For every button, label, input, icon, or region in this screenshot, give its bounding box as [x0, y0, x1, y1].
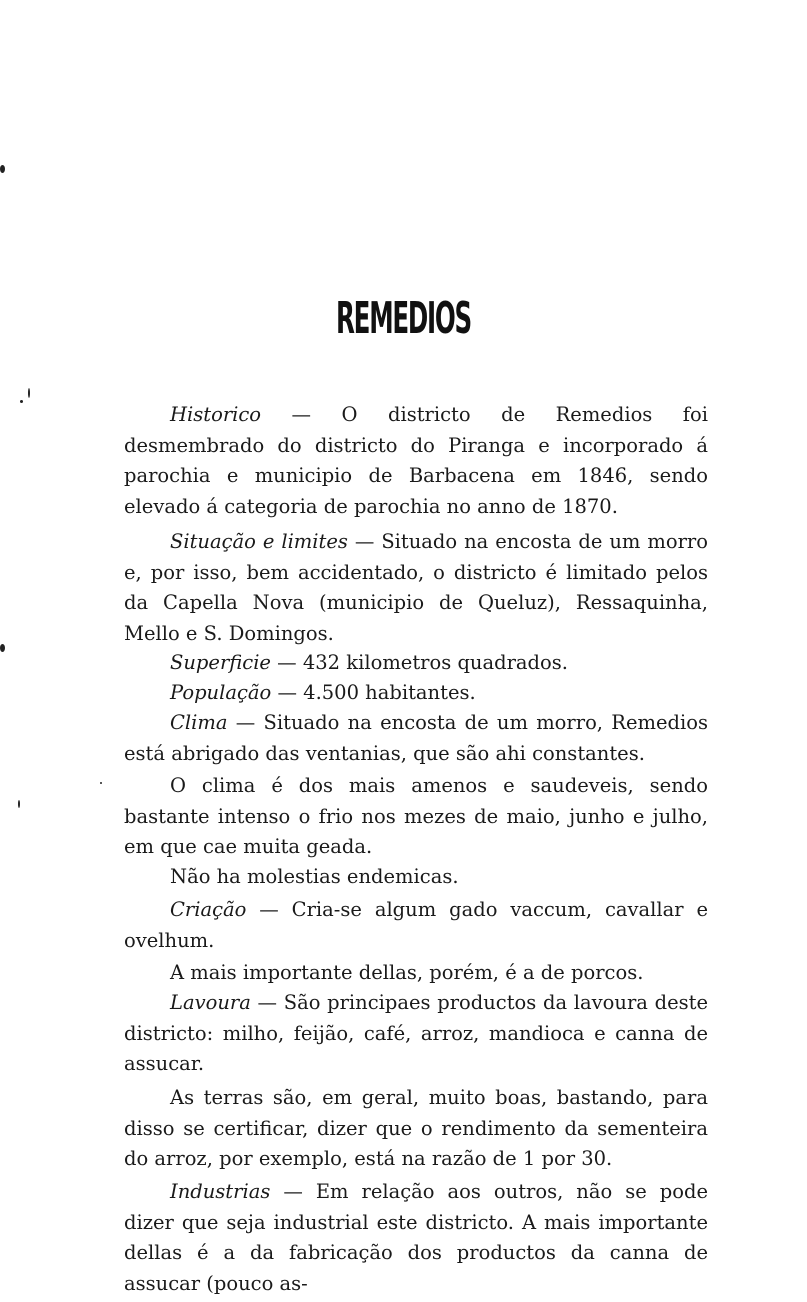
- paragraph-lead: Criação: [170, 898, 247, 921]
- paragraph-text: — Cria-se algum gado vaccum, cavallar e ovelhum.: [124, 898, 708, 952]
- paragraph-text: A mais importante dellas, porém, é a de porcos.: [170, 961, 644, 984]
- paragraph-clima: [124, 708, 708, 769]
- paragraph-criacao-2: [124, 958, 708, 989]
- paragraph-molestias: [124, 862, 708, 893]
- paragraph-text: — São principaes productos da lavoura deste districto: milho, feijão, café, arroz, mandioca e canna de assucar.: [124, 991, 708, 1075]
- scan-speck: [0, 644, 5, 652]
- paragraph-text: — Em relação aos outros, não se pode dizer que seja industrial este districto. A mais importante dellas é a da fabricação dos productos da canna de assucar (pouco as-: [124, 1180, 708, 1295]
- paragraph-lead: Historico: [170, 403, 262, 426]
- scan-speck: [100, 782, 102, 784]
- paragraph-text: — 432 kilometros quadrados.: [270, 651, 568, 674]
- paragraph-situacao: [124, 527, 708, 649]
- paragraph-lavoura: [124, 988, 708, 1080]
- paragraph-lead: Industrias: [170, 1180, 271, 1203]
- paragraph-text: — Situado na encosta de um morro e, por isso, bem accidentado, o districto é limitado pelos da Capella Nova (municipio de Queluz), Ressaquinha, Mello e S. Domingos.: [124, 530, 708, 645]
- paragraph-lead: População: [170, 681, 272, 704]
- paragraph-lead: Situação e limites: [170, 530, 348, 553]
- paragraph-text: — 4.500 habitantes.: [271, 681, 476, 704]
- paragraph-text: As terras são, em geral, muito boas, bastando, para disso se certificar, dizer que o rendimento da sementeira do arroz, por exemplo, está na razão de 1 por 30.: [124, 1086, 708, 1170]
- paragraph-text: O clima é dos mais amenos e saudeveis, sendo bastante intenso o frio nos mezes de maio, junho e julho, em que cae muita geada.: [124, 774, 708, 858]
- paragraph-superficie: [124, 648, 708, 679]
- paragraph-lead: Superficie: [170, 651, 271, 674]
- paragraph-lavoura-2: [124, 1083, 708, 1175]
- scan-speck: [18, 800, 20, 808]
- paragraph-criacao: [124, 895, 708, 956]
- paragraph-populacao: [124, 678, 708, 709]
- paragraph-text: — O districto de Remedios foi desmembrado do districto do Piranga e incorporado á parochia e municipio de Barbacena em 1846, sendo elevado á categoria de parochia no anno de 1870.: [124, 403, 708, 518]
- scan-speck: [0, 165, 5, 173]
- paragraph-historico: [124, 400, 708, 522]
- paragraph-clima-2: [124, 771, 708, 863]
- page-title: REMEDIOS: [335, 293, 471, 344]
- paragraph-text: — Situado na encosta de um morro, Remedios está abrigado das ventanias, que são ahi constantes.: [124, 711, 708, 765]
- paragraph-lead: Clima: [170, 711, 228, 734]
- paragraph-industrias: [124, 1177, 708, 1299]
- paragraph-text: Não ha molestias endemicas.: [170, 865, 459, 888]
- paragraph-lead: Lavoura: [170, 991, 251, 1014]
- scan-speck: [20, 400, 23, 403]
- scan-speck: [28, 388, 30, 398]
